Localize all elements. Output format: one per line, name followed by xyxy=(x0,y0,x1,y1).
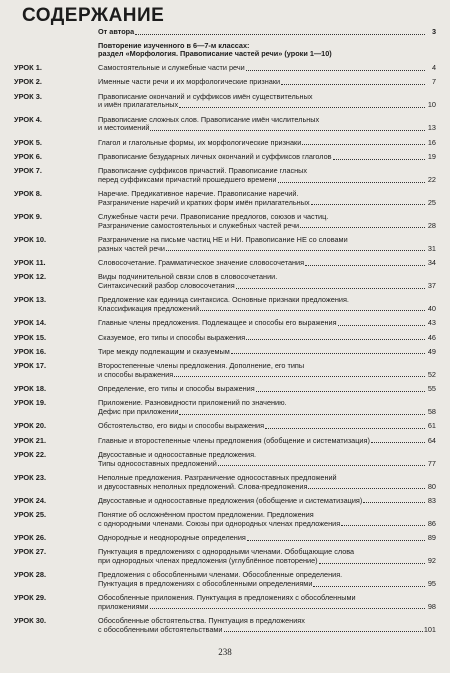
toc-entry xyxy=(14,116,436,133)
entry-title-text: Предложение как единица синтаксиса. Основные признаки предложения. xyxy=(98,296,349,305)
dot-leader xyxy=(247,540,425,541)
lesson-label: УРОК 15. xyxy=(14,332,47,342)
entry-page-number: 83 xyxy=(427,496,436,505)
entry-page-number: 19 xyxy=(427,152,436,161)
entry-page-number: 64 xyxy=(427,436,436,445)
lesson-label: УРОК 6. xyxy=(14,151,42,161)
entry-title-line xyxy=(98,362,436,371)
entry-title xyxy=(98,497,436,506)
entry-gap xyxy=(14,634,436,640)
entry-title xyxy=(98,116,436,133)
entry-page-number: 77 xyxy=(427,459,436,468)
entry-title xyxy=(98,399,436,416)
entry-title xyxy=(98,139,436,148)
entry-title xyxy=(98,42,436,59)
entry-title-text: Повторение изученного в 6—7-м классах: xyxy=(98,41,250,50)
entry-title-text: и способы выражения xyxy=(98,370,174,379)
entry-title-text: Правописание безударных личных окончаний и суффиксов глаголов xyxy=(98,152,332,161)
lesson-label: УРОК 16. xyxy=(14,346,47,356)
entry-title-text: Виды подчинительной связи слов в словосочетании. xyxy=(98,273,278,282)
lesson-label: УРОК 21. xyxy=(14,435,47,445)
toc-entry xyxy=(14,334,436,343)
toc-entry xyxy=(14,474,436,491)
entry-title-line xyxy=(98,190,436,199)
entry-title xyxy=(98,422,436,431)
entry-title-line xyxy=(98,282,436,291)
entry-title-text: Сказуемое, его типы и способы выражения xyxy=(98,333,246,342)
dot-leader xyxy=(200,310,425,311)
entry-title xyxy=(98,451,436,468)
toc-entry xyxy=(14,511,436,528)
entry-title-line xyxy=(98,199,436,208)
entry-page-number: 43 xyxy=(427,319,436,328)
lesson-label: УРОК 13. xyxy=(14,295,47,305)
entry-title-text: Пунктуация в предложениях с обособленными определениями xyxy=(98,579,313,588)
entry-page-number: 34 xyxy=(427,259,436,267)
lesson-label: УРОК 2. xyxy=(14,77,42,87)
entry-page-number: 7 xyxy=(431,78,436,87)
entry-title-text: Понятие об осложнённом простом предложении. Предложения xyxy=(98,511,314,520)
entry-title-line xyxy=(98,580,436,589)
lesson-label: УРОК 22. xyxy=(14,449,47,459)
entry-title xyxy=(98,548,436,565)
dot-leader xyxy=(281,84,425,85)
dot-leader xyxy=(218,465,425,466)
entry-title-text: Разграничение самостоятельных и служебных частей речи xyxy=(98,221,300,230)
toc-entry xyxy=(14,236,436,253)
entry-title xyxy=(98,348,436,357)
toc-entry xyxy=(14,273,436,290)
entry-title xyxy=(98,296,436,313)
lesson-label: УРОК 12. xyxy=(14,272,47,282)
dot-leader xyxy=(265,428,425,429)
entry-title-text: Обособленные приложения. Пунктуация в предложениях с обособленными xyxy=(98,594,356,603)
toc-entry xyxy=(14,497,436,506)
toc-entry xyxy=(14,139,436,148)
entry-title-line xyxy=(98,42,436,51)
entry-page-number: 86 xyxy=(427,519,436,528)
entry-title-text: Разграничение наречий и кратких форм имён прилагательных xyxy=(98,198,310,207)
entry-page-number: 37 xyxy=(427,281,436,290)
entry-title-line xyxy=(98,603,436,612)
dot-leader xyxy=(319,563,425,564)
dot-leader xyxy=(302,144,425,145)
entry-title xyxy=(98,78,436,87)
dot-leader xyxy=(135,34,425,35)
toc-entry xyxy=(14,42,436,59)
lesson-label: УРОК 24. xyxy=(14,495,47,505)
lesson-label: УРОК 11. xyxy=(14,258,46,267)
lesson-label: УРОК 26. xyxy=(14,533,47,543)
entry-title-line xyxy=(98,483,436,492)
dot-leader xyxy=(231,353,425,354)
entry-title-line xyxy=(98,124,436,133)
entry-title-line xyxy=(98,437,436,446)
toc-entry xyxy=(14,153,436,162)
entry-title-line xyxy=(98,334,436,343)
lesson-label: УРОК 17. xyxy=(14,361,47,371)
entry-title-text: приложениями xyxy=(98,602,149,611)
entry-title xyxy=(98,437,436,446)
entry-page-number: 52 xyxy=(427,370,436,379)
entry-title-line xyxy=(98,385,436,394)
entry-page-number: 55 xyxy=(427,385,436,394)
entry-page-number: 3 xyxy=(431,28,436,36)
entry-title-line xyxy=(98,520,436,529)
toc-entry xyxy=(14,437,436,446)
entry-title-text: Дефис при приложении xyxy=(98,408,179,416)
entry-title xyxy=(98,236,436,253)
entry-title-line xyxy=(98,319,436,328)
entry-title-line xyxy=(98,139,436,148)
toc-entry xyxy=(14,385,436,394)
toc-entry xyxy=(14,594,436,611)
entry-title-line xyxy=(98,116,436,125)
page-title: СОДЕРЖАНИЕ xyxy=(22,5,165,26)
entry-page-number: 89 xyxy=(427,534,436,543)
lesson-label: УРОК 27. xyxy=(14,547,47,557)
entry-title-text: и местоимений xyxy=(98,124,150,133)
page-number: 238 xyxy=(218,647,232,657)
lesson-label: УРОК 9. xyxy=(14,212,42,222)
toc-entry xyxy=(14,422,436,431)
dot-leader xyxy=(179,414,425,415)
entry-title-text: Глагол и глагольные формы, их морфологические признаки xyxy=(98,138,302,147)
entry-title xyxy=(98,319,436,328)
entry-title-text: Определение, его типы и способы выражения xyxy=(98,385,255,394)
entry-title-text: при однородных членах предложения (углублённое повторение) xyxy=(98,557,318,565)
entry-page-number: 28 xyxy=(427,221,436,230)
entry-title-line xyxy=(98,222,436,231)
toc-entry xyxy=(14,319,436,328)
dot-leader xyxy=(224,631,423,632)
lesson-label: УРОК 10. xyxy=(14,235,47,245)
entry-title xyxy=(98,594,436,611)
toc-entry xyxy=(14,617,436,634)
entry-title-line xyxy=(98,348,436,357)
dot-leader xyxy=(166,250,425,251)
entry-title-text: Наречие. Предикативное наречие. Правописание наречий. xyxy=(98,190,299,199)
lesson-label: УРОК 3. xyxy=(14,91,42,101)
entry-title-text: Синтаксический разбор словосочетания xyxy=(98,281,235,290)
entry-title xyxy=(98,28,436,37)
entry-title-text: и имён прилагательных xyxy=(98,101,179,110)
entry-title-line xyxy=(98,371,436,380)
entry-title-text: Предложения с обособленными членами. Обособленные определения. xyxy=(98,571,343,580)
entry-title-line xyxy=(98,78,436,87)
dot-leader xyxy=(174,376,425,377)
lesson-label: УРОК 30. xyxy=(14,616,47,626)
entry-title xyxy=(98,213,436,230)
lesson-label: УРОК 14. xyxy=(14,318,47,328)
lesson-label: УРОК 7. xyxy=(14,166,42,176)
entry-title-text: Классификация предложений xyxy=(98,304,200,313)
entry-title-text: Типы односоставных предложений xyxy=(98,459,217,468)
toc-entry xyxy=(14,64,436,73)
entry-title-text: с обособленными обстоятельствами xyxy=(98,625,223,634)
entry-title xyxy=(98,93,436,110)
toc-entry xyxy=(14,534,436,543)
entry-title-line xyxy=(98,557,436,566)
lesson-label: УРОК 1. xyxy=(14,63,42,73)
toc-entry xyxy=(14,362,436,379)
dot-leader xyxy=(311,204,425,205)
entry-title-line xyxy=(98,594,436,603)
entry-title-text: и двусоставных неполных предложений. Слова-предложения xyxy=(98,482,308,491)
entry-title-text: Главные члены предложения. Подлежащее и способы его выражения xyxy=(98,319,337,328)
entry-title-line xyxy=(98,101,436,110)
dot-leader xyxy=(179,107,425,108)
entry-title-text: Словосочетание. Грамматическое значение словосочетания xyxy=(98,259,305,267)
entry-title-text: Двусоставные и односоставные предложения (обобщение и систематизация) xyxy=(98,496,363,505)
entry-page-number: 31 xyxy=(427,244,436,253)
toc-entry xyxy=(14,190,436,207)
dot-leader xyxy=(246,339,425,340)
entry-title-text: Обстоятельство, его виды и способы выражения xyxy=(98,422,265,431)
entry-title-text: разных частей речи xyxy=(98,244,166,253)
toc-entry xyxy=(14,348,436,357)
entry-title-line xyxy=(98,399,436,408)
dot-leader xyxy=(341,525,425,526)
entry-title-line xyxy=(98,571,436,580)
entry-title-text: Двусоставные и односоставные предложения. xyxy=(98,450,257,459)
entry-title-line xyxy=(98,176,436,185)
entry-title-text: Правописание окончаний и суффиксов имён существительных xyxy=(98,92,313,101)
entry-title-line xyxy=(98,474,436,483)
entry-title-line xyxy=(98,236,436,245)
entry-page-number: 25 xyxy=(427,198,436,207)
entry-title-text: Неполные предложения. Разграничение односоставных предложений xyxy=(98,473,337,482)
entry-title xyxy=(98,534,436,543)
entry-title xyxy=(98,474,436,491)
entry-page-number: 4 xyxy=(431,64,436,73)
entry-title-line xyxy=(98,50,436,59)
entry-title-text: Разграничение на письме частиц НЕ и НИ. Правописание НЕ со словами xyxy=(98,236,348,245)
entry-title-text: Главные и второстепенные члены предложения (обобщение и систематизация) xyxy=(98,436,370,445)
entry-title-line xyxy=(98,534,436,543)
dot-leader xyxy=(150,130,425,131)
entry-title-text: Правописание сложных слов. Правописание имён числительных xyxy=(98,115,320,124)
entry-title-line xyxy=(98,305,436,314)
entry-page-number: 13 xyxy=(427,124,436,133)
entry-page-number: 80 xyxy=(427,482,436,491)
lesson-label: УРОК 8. xyxy=(14,189,42,199)
entry-page-number: 101 xyxy=(423,625,436,634)
entry-title-line xyxy=(98,28,436,37)
dot-leader xyxy=(305,265,425,266)
entry-title xyxy=(98,571,436,588)
entry-title xyxy=(98,153,436,162)
dot-leader xyxy=(313,586,425,587)
dot-leader xyxy=(246,70,425,71)
dot-leader xyxy=(363,502,425,503)
lesson-label: УРОК 19. xyxy=(14,398,47,408)
entry-title xyxy=(98,334,436,343)
entry-title-line xyxy=(98,460,436,469)
entry-title-text: Самостоятельные и служебные части речи xyxy=(98,64,245,73)
toc-entry xyxy=(14,259,436,268)
dot-leader xyxy=(338,325,425,326)
entry-title-text: Правописание суффиксов причастий. Правописание гласных xyxy=(98,167,308,176)
lesson-label: УРОК 28. xyxy=(14,570,47,580)
entry-title-line xyxy=(98,497,436,506)
toc-entry xyxy=(14,548,436,565)
toc-entry xyxy=(14,28,436,37)
entry-page-number: 10 xyxy=(427,101,436,110)
lesson-label: УРОК 25. xyxy=(14,510,47,520)
lesson-label: УРОК 4. xyxy=(14,114,42,124)
entry-title-line xyxy=(98,548,436,557)
entry-title-line xyxy=(98,451,436,460)
entry-title-text: Однородные и неоднородные определения xyxy=(98,534,246,543)
entry-title xyxy=(98,385,436,394)
dot-leader xyxy=(333,159,425,160)
toc-entry xyxy=(14,93,436,110)
toc-entry xyxy=(14,167,436,184)
dot-leader xyxy=(150,608,426,609)
toc-entry xyxy=(14,78,436,87)
entry-title xyxy=(98,617,436,634)
entry-title-text: с однородными членами. Союзы при однородных членах предложения xyxy=(98,519,341,528)
entry-title-line xyxy=(98,422,436,431)
entry-title-line xyxy=(98,617,436,626)
entry-title-line xyxy=(98,153,436,162)
entry-page-number: 92 xyxy=(427,557,436,565)
dot-leader xyxy=(308,488,425,489)
entry-page-number: 46 xyxy=(427,333,436,342)
lesson-label: УРОК 20. xyxy=(14,421,47,431)
toc-entry xyxy=(14,399,436,416)
entry-title-line xyxy=(98,626,436,635)
entry-title-line xyxy=(98,273,436,282)
entry-page-number: 58 xyxy=(427,408,436,416)
entry-title-line xyxy=(98,93,436,102)
entry-page-number: 49 xyxy=(427,347,436,356)
entry-title-text: перед суффиксами причастий прошедшего времени xyxy=(98,175,277,184)
entry-title-line xyxy=(98,64,436,73)
toc-entry xyxy=(14,571,436,588)
entry-title-line xyxy=(98,213,436,222)
entry-page-number: 61 xyxy=(427,422,436,431)
entry-title-line xyxy=(98,296,436,305)
entry-page-number: 40 xyxy=(427,304,436,313)
lesson-label: УРОК 18. xyxy=(14,384,47,394)
lesson-label: УРОК 5. xyxy=(14,137,42,147)
entry-title-text: Пунктуация в предложениях с однородными членами. Обобщающие слова xyxy=(98,548,355,557)
dot-leader xyxy=(300,227,425,228)
toc-entry xyxy=(14,451,436,468)
entry-title xyxy=(98,273,436,290)
entry-title-text: Служебные части речи. Правописание предлогов, союзов и частиц. xyxy=(98,213,329,222)
dot-leader xyxy=(278,182,425,183)
dot-leader xyxy=(371,442,425,443)
lesson-label: УРОК 29. xyxy=(14,593,47,603)
dot-leader xyxy=(236,288,425,289)
entry-title-text: раздел «Морфология. Правописание частей речи» (уроки 1—10) xyxy=(98,50,332,59)
entry-title-line xyxy=(98,408,436,417)
toc-entry xyxy=(14,296,436,313)
entry-title-text: Обособленные обстоятельства. Пунктуация в предложениях xyxy=(98,617,305,626)
entry-title xyxy=(98,362,436,379)
lesson-label: УРОК 23. xyxy=(14,472,47,482)
entry-title xyxy=(98,190,436,207)
entry-title-text: От автора xyxy=(98,28,135,36)
dot-leader xyxy=(256,391,425,392)
entry-title-line xyxy=(98,511,436,520)
entry-title-text: Второстепенные члены предложения. Дополнение, его типы xyxy=(98,362,305,371)
entry-title-line xyxy=(98,167,436,176)
entry-title xyxy=(98,167,436,184)
entry-title-text: Именные части речи и их морфологические признаки xyxy=(98,78,281,87)
entry-title xyxy=(98,511,436,528)
entry-title-text: Приложение. Разновидности приложений по значению. xyxy=(98,399,287,408)
entry-page-number: 22 xyxy=(427,175,436,184)
entry-title xyxy=(98,64,436,73)
entry-title-text: Тире между подлежащим и сказуемым xyxy=(98,347,230,356)
entry-page-number: 98 xyxy=(427,602,436,611)
entry-title-line xyxy=(98,259,436,268)
entry-title-line xyxy=(98,245,436,254)
table-of-contents xyxy=(14,28,436,640)
entry-page-number: 95 xyxy=(427,579,436,588)
toc-entry xyxy=(14,213,436,230)
entry-page-number: 16 xyxy=(427,138,436,147)
entry-title xyxy=(98,259,436,268)
